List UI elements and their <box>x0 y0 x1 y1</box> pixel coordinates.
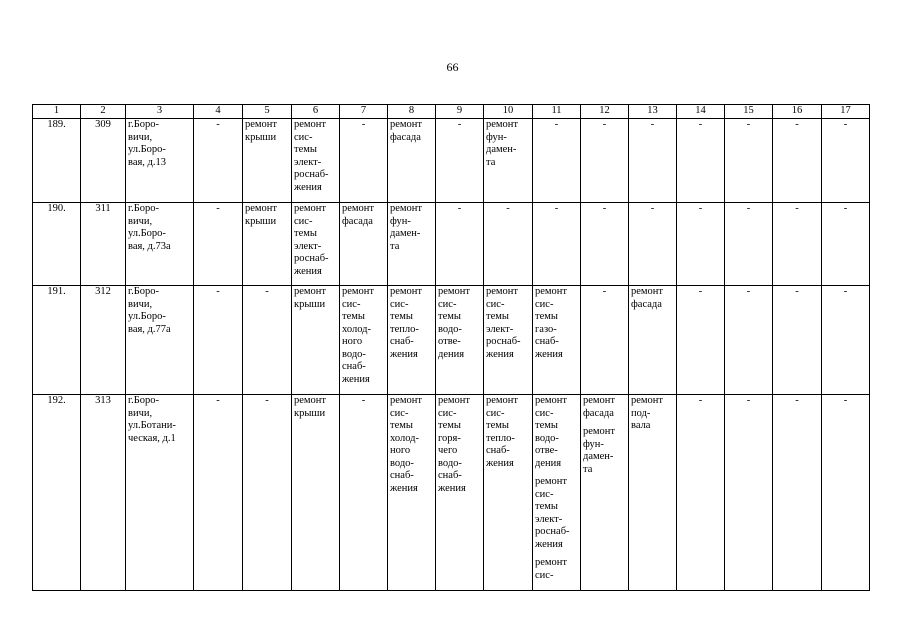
work-cell <box>292 119 340 203</box>
work-item: ремонт крыши <box>245 203 278 227</box>
empty-cell: - <box>533 203 581 286</box>
column-header: 6 <box>292 105 340 119</box>
column-header: 11 <box>533 105 581 119</box>
work-cell <box>292 203 340 286</box>
empty-cell: - <box>243 286 292 395</box>
table-row <box>33 119 870 203</box>
empty-cell: - <box>822 286 870 395</box>
column-header: 3 <box>126 105 194 119</box>
column-header: 12 <box>581 105 629 119</box>
work-item: ремонт сис- темы газо- снаб- жения <box>535 286 568 360</box>
column-header: 9 <box>436 105 484 119</box>
empty-cell: - <box>822 395 870 591</box>
work-cell <box>533 395 581 591</box>
empty-cell: - <box>581 119 629 203</box>
empty-cell: - <box>677 119 725 203</box>
work-cell <box>388 395 436 591</box>
work-cell <box>484 395 533 591</box>
work-item: ремонт крыши <box>294 286 327 310</box>
column-header: 2 <box>81 105 126 119</box>
work-cell <box>243 119 292 203</box>
work-cell <box>533 286 581 395</box>
empty-cell: - <box>822 119 870 203</box>
row-number: 190. <box>33 203 81 286</box>
column-header: 4 <box>194 105 243 119</box>
column-header: 1 <box>33 105 81 119</box>
building-code: 313 <box>81 395 126 591</box>
empty-cell: - <box>677 203 725 286</box>
column-header: 8 <box>388 105 436 119</box>
work-cell <box>292 395 340 591</box>
column-header: 5 <box>243 105 292 119</box>
column-header: 13 <box>629 105 677 119</box>
empty-cell: - <box>725 203 773 286</box>
column-header: 14 <box>677 105 725 119</box>
empty-cell: - <box>194 395 243 591</box>
empty-cell: - <box>773 395 822 591</box>
empty-cell: - <box>243 395 292 591</box>
row-number: 192. <box>33 395 81 591</box>
empty-cell: - <box>677 395 725 591</box>
building-address: г.Боро- вичи, ул.Ботани- ческая, д.1 <box>126 395 194 591</box>
empty-cell: - <box>725 395 773 591</box>
empty-cell: - <box>436 119 484 203</box>
row-number: 189. <box>33 119 81 203</box>
empty-cell: - <box>484 203 533 286</box>
column-header: 15 <box>725 105 773 119</box>
building-code: 311 <box>81 203 126 286</box>
work-cell <box>436 395 484 591</box>
row-number: 191. <box>33 286 81 395</box>
work-cell <box>581 395 629 591</box>
work-item: ремонт сис- темы элект- роснаб- жения <box>294 119 329 193</box>
empty-cell: - <box>725 286 773 395</box>
work-cell <box>388 119 436 203</box>
work-item: ремонт фасада <box>631 286 664 310</box>
empty-cell: - <box>340 395 388 591</box>
work-cell <box>629 286 677 395</box>
work-item: ремонт фасада <box>342 203 375 227</box>
work-item: ремонт сис- темы холод- ного водо- снаб- жения <box>390 395 423 494</box>
work-cell <box>388 286 436 395</box>
empty-cell: - <box>725 119 773 203</box>
work-cell <box>340 286 388 395</box>
table-row <box>33 395 870 591</box>
work-item: ремонт сис- темы холод- ного водо- снаб- жения <box>342 286 375 385</box>
table-body <box>33 119 870 591</box>
work-item: ремонт крыши <box>294 395 327 419</box>
empty-cell: - <box>194 203 243 286</box>
empty-cell: - <box>194 286 243 395</box>
empty-cell: - <box>581 286 629 395</box>
empty-cell: - <box>436 203 484 286</box>
work-cell <box>484 286 533 395</box>
work-item: ремонт сис- темы водо- отве- дения <box>535 395 568 469</box>
work-item: ремонт фасада <box>583 395 616 419</box>
work-item: ремонт под- вала <box>631 395 664 431</box>
work-item: ремонт сис- темы элект- роснаб- жения <box>486 286 521 360</box>
building-address: г.Боро- вичи, ул.Боро- вая, д.77а <box>126 286 194 395</box>
empty-cell: - <box>773 203 822 286</box>
column-number-row <box>33 105 870 119</box>
empty-cell: - <box>629 203 677 286</box>
column-header: 17 <box>822 105 870 119</box>
repair-schedule-table <box>32 104 870 591</box>
empty-cell: - <box>677 286 725 395</box>
building-code: 312 <box>81 286 126 395</box>
table-row <box>33 286 870 395</box>
work-cell <box>388 203 436 286</box>
work-cell <box>484 119 533 203</box>
work-cell <box>436 286 484 395</box>
column-header: 10 <box>484 105 533 119</box>
column-header: 7 <box>340 105 388 119</box>
work-item: ремонт сис- <box>535 557 568 581</box>
building-address: г.Боро- вичи, ул.Боро- вая, д.13 <box>126 119 194 203</box>
empty-cell: - <box>773 119 822 203</box>
column-header: 16 <box>773 105 822 119</box>
work-item: ремонт сис- темы водо- отве- дения <box>438 286 471 360</box>
work-item: ремонт крыши <box>245 119 278 143</box>
empty-cell: - <box>194 119 243 203</box>
empty-cell: - <box>533 119 581 203</box>
table-row <box>33 203 870 286</box>
building-address: г.Боро- вичи, ул.Боро- вая, д.73а <box>126 203 194 286</box>
page-number: 66 <box>446 60 459 74</box>
empty-cell: - <box>629 119 677 203</box>
building-code: 309 <box>81 119 126 203</box>
work-cell <box>340 203 388 286</box>
work-item: ремонт сис- темы элект- роснаб- жения <box>535 476 570 550</box>
work-item: ремонт сис- темы элект- роснаб- жения <box>294 203 329 277</box>
work-item: ремонт сис- темы тепло- снаб- жения <box>390 286 423 360</box>
work-item: ремонт фун- дамен- та <box>486 119 519 168</box>
empty-cell: - <box>773 286 822 395</box>
empty-cell: - <box>340 119 388 203</box>
empty-cell: - <box>822 203 870 286</box>
work-cell <box>243 203 292 286</box>
empty-cell: - <box>581 203 629 286</box>
work-item: ремонт фун- дамен- та <box>583 426 616 475</box>
work-item: ремонт сис- темы горя- чего водо- снаб- жения <box>438 395 471 494</box>
work-item: ремонт сис- темы тепло- снаб- жения <box>486 395 519 469</box>
work-cell <box>292 286 340 395</box>
work-cell <box>629 395 677 591</box>
work-item: ремонт фун- дамен- та <box>390 203 423 252</box>
work-item: ремонт фасада <box>390 119 423 143</box>
